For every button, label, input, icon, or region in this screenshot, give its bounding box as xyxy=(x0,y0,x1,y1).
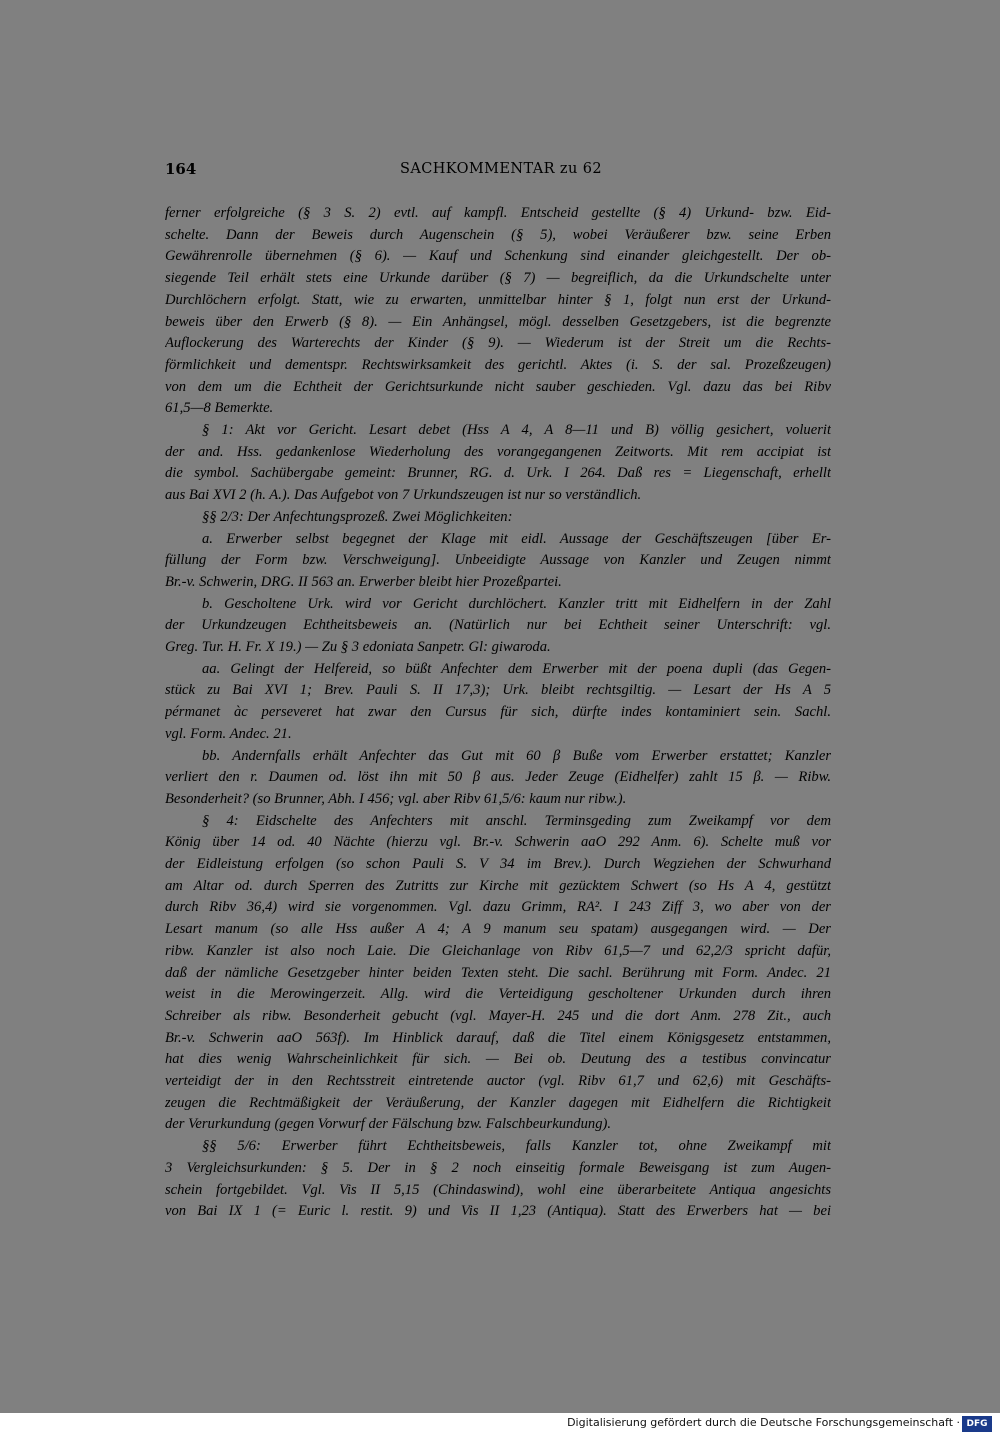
text-line: aa. Gelingt der Helfereid, so büßt Anfechter dem Erwerber mit der poena dupli (das Gegen- xyxy=(202,660,831,677)
text-line: hat dies wenig Wahrscheinlichkeit für sich. — Bei ob. Deutung des a testibus convincatur xyxy=(165,1051,831,1068)
text-line: §§ 2/3: Der Anfechtungsprozeß. Zwei Möglichkeiten: xyxy=(202,508,513,525)
text-line: pérmanet àc perseveret hat zwar den Cursus für sich, dürfte indes kontaminiert sein. Sachl. xyxy=(165,704,831,721)
text-line: Br.-v. Schwerin aaO 563f). Im Hinblick darauf, daß die Titel einem Königsgesetz entstammen, xyxy=(165,1029,831,1046)
text-line: die symbol. Sachübergabe gemeint: Brunner, RG. d. Urk. I 264. Daß res = Liegenschaft, erhellt xyxy=(165,465,831,482)
text-line: ferner erfolgreiche (§ 3 S. 2) evtl. auf kampfl. Entscheid gestellte (§ 4) Urkund- bzw. Eid- xyxy=(165,205,831,221)
text-line: Besonderheit? (so Brunner, Abh. I 456; vgl. aber Ribv 61,5/6: kaum nur ribw.). xyxy=(165,790,627,807)
text-line: weist in die Merowingerzeit. Allg. wird die Verteidigung gescholtener Urkunden durch ihren xyxy=(165,986,831,1003)
text-line: ribw. Kanzler ist also noch Laie. Die Gleichanlage von Ribv 61,5—7 und 62,2/3 spricht dafür, xyxy=(165,942,831,959)
page-number: 164 xyxy=(165,160,197,178)
text-line: förmlichkeit und dementspr. Rechtswirksamkeit des gerichtl. Aktes (i. S. der sal. Prozeßzeugen) xyxy=(165,356,831,373)
text-line: daß der nämliche Gesetzgeber hinter beiden Texten steht. Die sachl. Berührung mit Form. Andec. 21 xyxy=(165,964,831,981)
text-line: König über 14 od. 40 Nächte (hierzu vgl. Br.-v. Schwerin aaO 292 Anm. 6). Schelte muß vor xyxy=(165,834,831,851)
text-line: füllung der Form bzw. Verschweigung]. Unbeeidigte Aussage von Kanzler und Zeugen nimmt xyxy=(165,552,831,569)
text-line: der Verurkundung (gegen Vorwurf der Fälschung bzw. Falschbeurkundung). xyxy=(165,1116,611,1133)
text-line: Gewährenrolle übernehmen (§ 6). — Kauf und Schenkung sind einander gleichgestellt. Der ob- xyxy=(165,248,831,265)
text-line: aus Bai XVI 2 (h. A.). Das Aufgebot von 7 Urkundszeugen ist nur so verständlich. xyxy=(165,487,642,504)
text-line: schelte. Dann der Beweis durch Augenschein (§ 5), wobei Veräußerer bzw. seine Erben xyxy=(165,226,831,243)
text-line: Durchlöchern erfolgt. Statt, wie zu erwarten, unmittelbar hinter § 1, folgt nun erst der Urkund- xyxy=(165,291,831,308)
text-line: beweis über den Erwerb (§ 8). — Ein Anhängsel, mögl. desselben Gesetzgebers, ist die begrenzte xyxy=(165,313,831,330)
text-line: stück zu Bai XVI 1; Brev. Pauli S. II 17,3); Urk. bleibt rechtsgiltig. — Lesart der Hs A 5 xyxy=(165,682,831,699)
text-line: §§ 5/6: Erwerber führt Echtheitsbeweis, falls Kanzler tot, ohne Zweikampf mit xyxy=(202,1138,831,1155)
text-line: siegende Teil erhält stets eine Urkunde darüber (§ 7) — begreiflich, da die Urkundschelte unter xyxy=(165,270,831,287)
text-line: Lesart manum (so alle Hss außer A 4; A 9 manum seu spatam) ausgegangen wird. — Der xyxy=(165,921,831,938)
text-line: b. Gescholtene Urk. wird vor Gericht durchlöchert. Kanzler tritt mit Eidhelfern in der Zahl xyxy=(202,595,831,612)
text-line: verteidigt der in den Rechtsstreit eintretende auctor (vgl. Ribv 61,7 und 62,6) mit Geschäfts- xyxy=(165,1073,831,1089)
text-line: der Eidleistung erfolgen (so schon Pauli S. V 34 im Brev.). Durch Wegziehen der Schwurhand xyxy=(165,856,831,872)
text-line: schein fortgebildet. Vgl. Vis II 5,15 (Chindaswind), wohl eine überarbeitete Antiqua angesichts xyxy=(165,1181,831,1198)
text-line: zeugen die Rechtmäßigkeit der Veräußerung, der Kanzler dagegen mit Eidhelfern die Richtigkeit xyxy=(165,1094,831,1111)
footer-credit: Digitalisierung gefördert durch die Deutsche Forschungsgemeinschaft · xyxy=(567,1416,960,1429)
text-line: § 1: Akt vor Gericht. Lesart debet (Hss A 4, A 8—11 und B) völlig gesichert, voluerit xyxy=(202,422,831,438)
text-line: Br.-v. Schwerin, DRG. II 563 an. Erwerber bleibt hier Prozeßpartei. xyxy=(165,573,562,590)
text-line: der and. Hss. gedankenlose Wiederholung des vorangegangenen Zeitworts. Mit rem accipiat ist xyxy=(165,443,831,460)
text-line: der Urkundzeugen Echtheitsbeweis an. (Natürlich nur bei Echtheit seiner Unterschrift: vgl. xyxy=(165,617,831,634)
text-line: durch Ribv 36,4) wird sie vorgenommen. Vgl. dazu Grimm, RA². I 243 Ziff 3, wo aber von der xyxy=(165,899,831,916)
text-line: § 4: Eidschelte des Anfechters mit anschl. Terminsgeding zum Zweikampf vor dem xyxy=(202,812,831,829)
text-line: Auflockerung des Warterechts der Kinder (§ 9). — Wiederum ist der Streit um die Rechts- xyxy=(165,335,831,352)
text-line: Schreiber als ribw. Besonderheit gebucht (vgl. Mayer-H. 245 und die dort Anm. 278 Zit., auch xyxy=(165,1007,831,1024)
text-line: 3 Vergleichsurkunden: § 5. Der in § 2 noch einseitig formale Beweisgang ist zum Augen- xyxy=(165,1159,831,1176)
text-line: a. Erwerber selbst begegnet der Klage mit eidl. Aussage der Geschäftszeugen [über Er- xyxy=(202,530,831,547)
text-line: vgl. Form. Andec. 21. xyxy=(165,725,292,742)
text-line: am Altar od. durch Sperren des Zutritts zur Kirche mit gezücktem Schwert (so Hs A 4, gestützt xyxy=(165,877,831,894)
text-line: von dem um die Echtheit der Gerichtsurkunde nicht sauber geschieden. Vgl. dazu das bei Ribv xyxy=(165,378,831,395)
text-line: Greg. Tur. H. Fr. X 19.) — Zu § 3 edoniata Sanpetr. Gl: giwaroda. xyxy=(165,639,551,655)
text-line: bb. Andernfalls erhält Anfechter das Gut mit 60 β Buße vom Erwerber erstattet; Kanzler xyxy=(202,747,831,764)
text-line: 61,5—8 Bemerkte. xyxy=(165,400,274,417)
dfg-logo-icon: DFG xyxy=(962,1416,992,1432)
text-line: von Bai IX 1 (= Euric l. restit. 9) und Vis II 1,23 (Antiqua). Statt des Erwerbers hat — bei xyxy=(165,1203,831,1220)
running-title: SACHKOMMENTAR zu 62 xyxy=(400,161,602,177)
text-line: verliert den r. Daumen od. löst ihn mit 50 β aus. Jeder Zeuge (Eidhelfer) zahlt 15 β. — Ribw. xyxy=(165,769,831,786)
footer-bar xyxy=(0,1413,1000,1434)
